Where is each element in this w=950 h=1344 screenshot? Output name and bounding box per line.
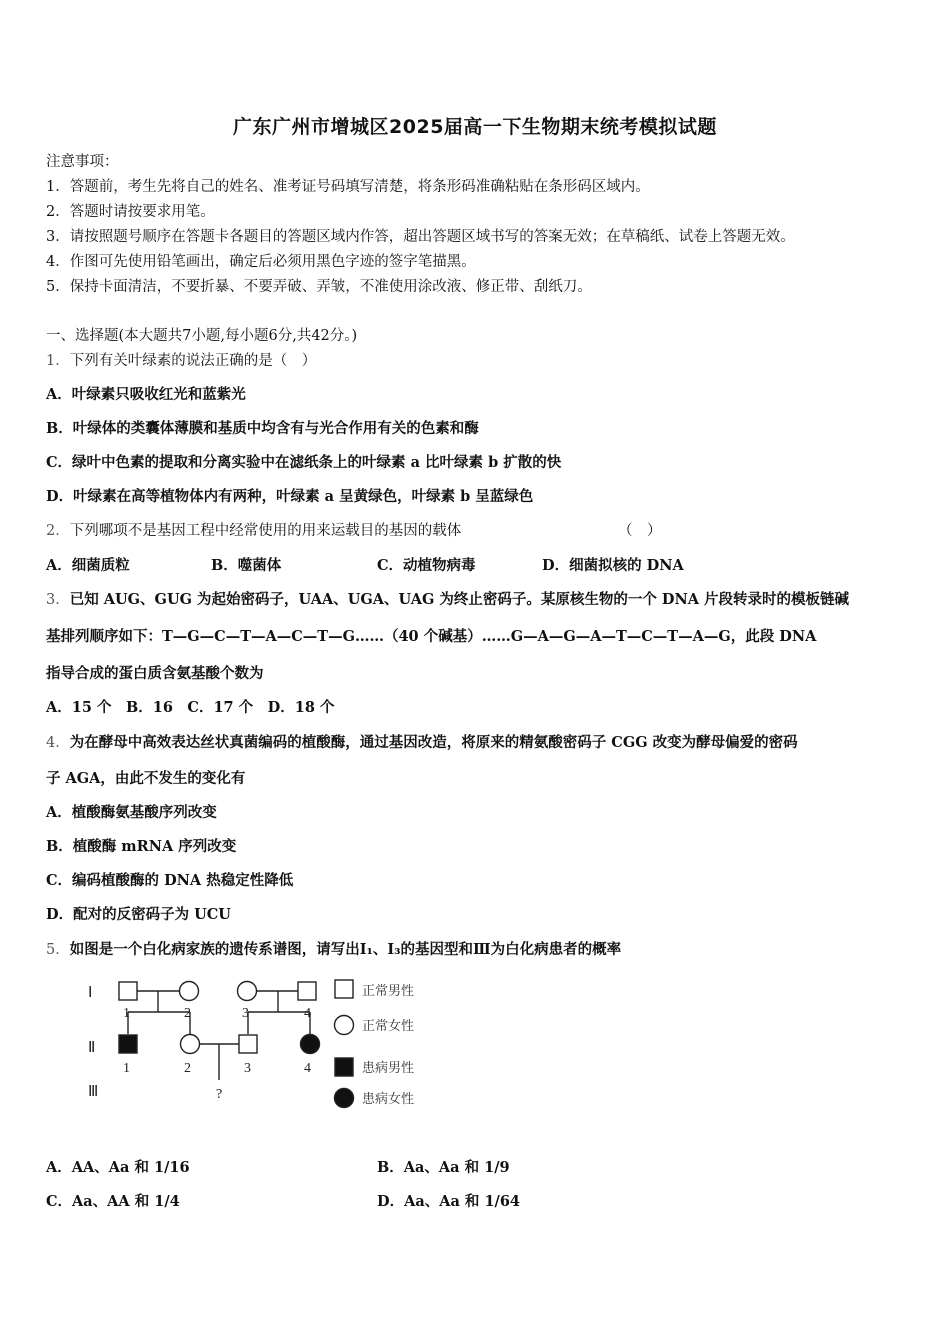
generation-label-3: Ⅲ — [88, 1084, 99, 1100]
legend-normal-female-icon — [335, 1016, 354, 1035]
notice-item-3: 3．请按照题号顺序在答题卡各题目的答题区域内作答，超出答题区域书写的答案无效；在草稿纸、试卷上答题无效。 — [46, 229, 795, 245]
q1-option-a: A．叶绿素只吸收红光和蓝紫光 — [46, 386, 246, 403]
q4-option-c: C．编码植酸酶的 DNA 热稳定性降低 — [46, 872, 294, 889]
q5-option-c: C．Aa、AA 和 1/4 — [46, 1193, 180, 1210]
individual-number: 4 — [304, 1061, 311, 1076]
page-title: 广东广州市增城区2025届高一下生物期末统考模拟试题 — [233, 116, 717, 138]
q4-option-d: D．配对的反密码子为 UCU — [46, 906, 231, 923]
q1-option-d: D．叶绿素在高等植物体内有两种，叶绿素 a 呈黄绿色，叶绿素 b 呈蓝绿色 — [46, 488, 534, 505]
gen1-male-1 — [119, 982, 137, 1000]
question-text: 为在酵母中高效表达丝状真菌编码的植酸酶，通过基因改造，将原来的精氨酸密码子 CGG 改变为酵母偏爱的密码 — [69, 734, 798, 751]
question-4-line-1 — [46, 733, 798, 753]
notice-heading: 注意事项： — [46, 154, 119, 170]
q5-option-a: A．AA、Aa 和 1/16 — [46, 1159, 190, 1176]
individual-number: 3 — [244, 1061, 251, 1076]
question-3-line-3: 指导合成的蛋白质含氨基酸个数为 — [46, 665, 264, 682]
notice-item-2: 2．答题时请按要求用笔。 — [46, 204, 215, 220]
legend-affected-male-label: 患病男性 — [362, 1061, 415, 1076]
individual-number: 1 — [123, 1006, 130, 1021]
q2-option-b: B．噬菌体 — [211, 557, 282, 574]
question-1-stem — [46, 351, 316, 371]
gen1-female-2 — [180, 982, 199, 1001]
individual-number: 2 — [184, 1006, 191, 1021]
individual-number: 4 — [304, 1006, 311, 1021]
question-text: 如图是一个白化病家族的遗传系谱图，请写出Ⅰ₁、Ⅰ₃的基因型和Ⅲ为白化病患者的概率 — [69, 941, 622, 958]
legend-normal-female-label: 正常女性 — [362, 1019, 415, 1034]
gen1-male-4 — [298, 982, 316, 1000]
individual-number: 1 — [123, 1061, 130, 1076]
question-5-stem — [46, 940, 621, 960]
question-text: 下列有关叶绿素的说法正确的是（ ） — [69, 353, 317, 369]
q5-option-d: D．Aa、Aa 和 1/64 — [377, 1193, 521, 1210]
notice-item-4: 4．作图可先使用铅笔画出，确定后必须用黑色字迹的签字笔描黑。 — [46, 254, 476, 270]
gen2-affected-male-1 — [119, 1035, 137, 1053]
q2-option-c: C．动植物病毒 — [377, 557, 476, 574]
question-text: 已知 AUG、GUG 为起始密码子，UAA、UGA、UAG 为终止密码子。某原核生物的一个 DNA 片段转录时的模板链碱 — [69, 591, 850, 608]
notice-item-1: 1．答题前，考生先将自己的姓名、准考证号码填写清楚，将条形码准确粘贴在条形码区域内。 — [46, 179, 650, 195]
q2-option-d: D．细菌拟核的 DNA — [542, 557, 684, 574]
legend-normal-male-icon — [335, 980, 353, 998]
q1-option-c: C．绿叶中色素的提取和分离实验中在滤纸条上的叶绿素 a 比叶绿素 b 扩散的快 — [46, 454, 562, 471]
question-4-line-2: 子 AGA，由此不发生的变化有 — [46, 770, 246, 787]
question-number: 1． — [46, 353, 70, 369]
q4-option-a: A．植酸酶氨基酸序列改变 — [46, 804, 217, 821]
legend-affected-female-label: 患病女性 — [362, 1092, 415, 1107]
question-number: 4． — [46, 735, 70, 751]
q5-option-b: B．Aa、Aa 和 1/9 — [377, 1159, 510, 1176]
individual-number: 3 — [242, 1006, 249, 1021]
pedigree-diagram — [80, 972, 440, 1112]
q1-option-b: B．叶绿体的类囊体薄膜和基质中均含有与光合作用有关的色素和酶 — [46, 420, 479, 437]
question-2-stem — [46, 521, 461, 541]
gen2-affected-female-4 — [301, 1035, 320, 1054]
question-number: 5． — [46, 942, 70, 958]
individual-number: 2 — [184, 1061, 191, 1076]
q2-option-a: A．细菌质粒 — [46, 557, 130, 574]
question-3-line-1 — [46, 590, 849, 610]
legend-affected-female-icon — [335, 1089, 354, 1108]
question-number: 3． — [46, 592, 70, 608]
legend-affected-male-icon — [335, 1058, 353, 1076]
question-3-line-2: 基排列顺序如下：T—G—C—T—A—C—T—G……（40 个碱基）……G—A—G—A—T—C—T—A—G，此段 DNA — [46, 628, 817, 645]
gen2-male-3 — [239, 1035, 257, 1053]
question-text: 下列哪项不是基因工程中经常使用的用来运载目的基因的载体 — [69, 523, 462, 539]
q4-option-b: B．植酸酶 mRNA 序列改变 — [46, 838, 237, 855]
gen2-female-2 — [181, 1035, 200, 1054]
answer-paren: （ ） — [618, 523, 662, 539]
q3-options: A．15 个 B．16 C．17 个 D．18 个 — [46, 699, 335, 716]
generation-label-1: Ⅰ — [88, 985, 93, 1001]
question-number: 2． — [46, 523, 70, 539]
unknown-child-mark: ? — [216, 1087, 223, 1102]
section-heading: 一、选择题(本大题共7小题,每小题6分,共42分。) — [46, 328, 358, 344]
gen1-female-3 — [238, 982, 257, 1001]
legend-normal-male-label: 正常男性 — [362, 984, 415, 999]
generation-label-2: Ⅱ — [88, 1040, 96, 1056]
notice-item-5: 5．保持卡面清洁，不要折暴、不要弄破、弄皱，不准使用涂改液、修正带、刮纸刀。 — [46, 279, 592, 295]
